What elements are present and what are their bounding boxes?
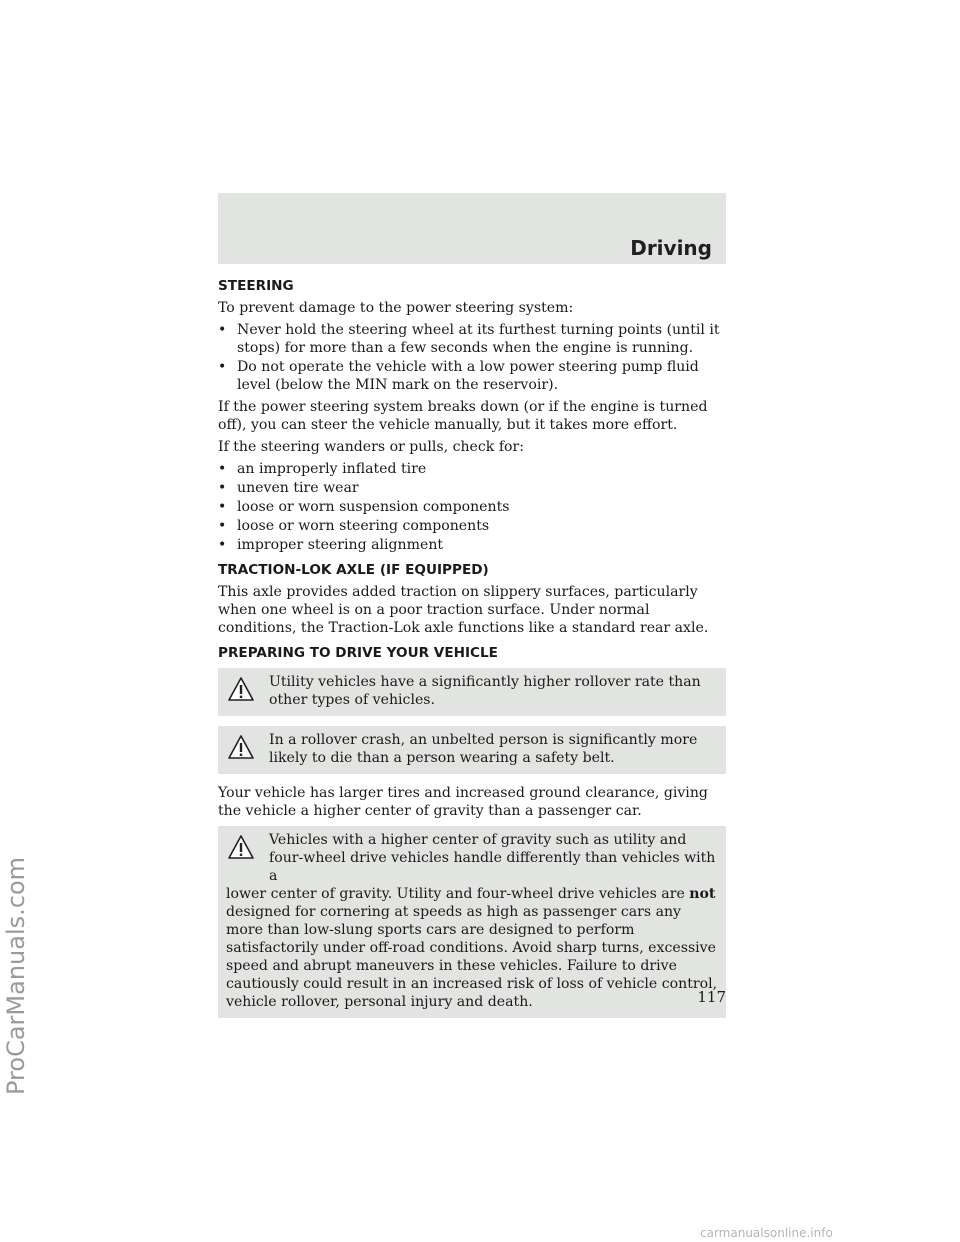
bullet-icon: • <box>218 499 227 515</box>
steering-wander-intro: If the steering wanders or pulls, check for: <box>218 439 525 455</box>
watermark: ProCarManuals.com <box>2 856 30 1095</box>
steering-bullets <box>218 321 726 394</box>
steering-intro: To prevent damage to the power steering system: <box>218 300 574 316</box>
steering-checks <box>218 460 726 554</box>
steering-heading: STEERING <box>218 278 294 294</box>
bullet-icon: • <box>218 518 227 534</box>
bullet-icon: • <box>218 322 227 338</box>
bullet-icon: • <box>218 480 227 496</box>
page-content <box>218 277 726 1028</box>
warning-text: Utility vehicles have a significantly higher rollover rate than other types of vehicles. <box>269 674 701 708</box>
preparing-heading: PREPARING TO DRIVE YOUR VEHICLE <box>218 645 498 661</box>
list-item: • loose or worn suspension components <box>218 499 510 515</box>
warning-box-rollover-rate <box>218 668 726 716</box>
warning-text: lower center of gravity. Utility and four-wheel drive vehicles are <box>226 886 685 902</box>
warning-text: In a rollover crash, an unbelted person is significantly more likely to die than a person wearing a safety belt. <box>269 732 698 766</box>
list-item: • loose or worn steering components <box>218 518 490 534</box>
list-item: • Do not operate the vehicle with a low power steering pump fluid level (below the MIN mark on the reservoir). <box>218 359 699 393</box>
bullet-icon: • <box>218 461 227 477</box>
traction-body: This axle provides added traction on slippery surfaces, particularly when one wheel is on a poor traction surface. Under normal conditions, the Traction-Lok axle functions like a standard rear axle. <box>218 584 709 636</box>
warning-text-lead: Vehicles with a higher center of gravity such as utility and four-wheel drive vehicles handle differently than vehicles with a <box>269 832 716 884</box>
list-item: • improper steering alignment <box>218 537 444 553</box>
list-item: • uneven tire wear <box>218 480 359 496</box>
warning-triangle-icon <box>227 734 255 760</box>
section-title: Driving <box>630 236 712 260</box>
warning-emphasis: not <box>689 886 716 902</box>
header-band <box>218 193 726 264</box>
steering-breakdown: If the power steering system breaks down (or if the engine is turned off), you can steer the vehicle manually, but it takes more effort. <box>218 399 708 433</box>
traction-heading: TRACTION-LOK AXLE (IF EQUIPPED) <box>218 562 489 578</box>
warning-box-center-of-gravity <box>218 826 726 1018</box>
list-item: • Never hold the steering wheel at its furthest turning points (until it stops) for more than a few seconds when the engine is running. <box>218 322 720 356</box>
page-number: 117 <box>697 988 726 1006</box>
warning-triangle-icon <box>227 676 255 702</box>
bullet-icon: • <box>218 359 227 375</box>
bullet-icon: • <box>218 537 227 553</box>
warning-text-continued: designed for cornering at speeds as high as passenger cars any more than low-slung sports cars are designed to perform satisfactorily under off-road conditions. Avoid sharp turns, excessive speed and abrupt maneuvers in these vehicles. Failure to drive cautiously could result in an increased risk of loss of vehicle control, vehicle rollover, personal injury and death. <box>226 904 718 1010</box>
list-item: • an improperly inflated tire <box>218 461 427 477</box>
warning-box-unbelted <box>218 726 726 774</box>
footer-watermark: carmanualsonline.info <box>700 1226 833 1240</box>
preparing-body: Your vehicle has larger tires and increased ground clearance, giving the vehicle a higher center of gravity than a passenger car. <box>218 785 708 819</box>
warning-triangle-icon <box>227 834 255 860</box>
